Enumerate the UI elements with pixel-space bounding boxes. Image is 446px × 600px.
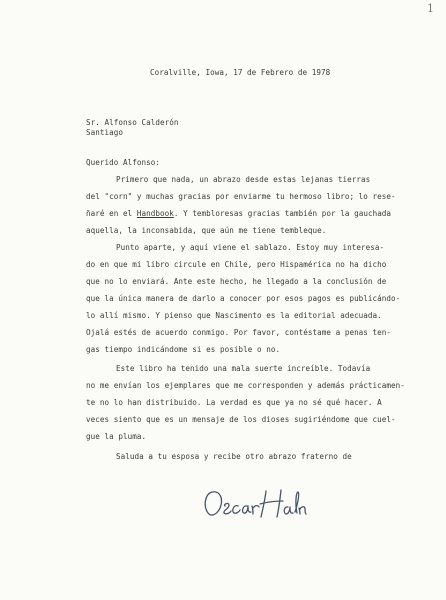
recipient-city: Santiago: [86, 128, 123, 137]
recipient-name: Sr. Alfonso Calderón: [86, 118, 179, 127]
handbook-title: Handbook: [136, 209, 174, 218]
body-line: Primero que nada, un abrazo desde estas lejanas tierras: [116, 175, 371, 184]
body-line: veces siento que es un mensaje de los dioses sugiriéndome que cuel-: [86, 415, 396, 424]
body-line: que no lo enviará. Ante este hecho, he llegado a la conclusión de: [86, 277, 387, 286]
body-line: Ojalá estés de acuerdo conmigo. Por favor, contéstame a penas ten-: [86, 328, 392, 337]
handwritten-signature: [202, 486, 307, 524]
closing-line: Saluda a tu esposa y recibe otro abrazo fraterno de: [116, 452, 352, 461]
body-line: aquella, la inconsabida, que aún me tiene tembleque.: [86, 226, 327, 235]
body-line: ñaré en el Handbook. Y tembloresas gracias también por la gauchada: [86, 209, 392, 218]
body-line: Punto aparte, y aquí viene el sablazo. Estoy muy interesa-: [116, 243, 385, 252]
place-date: Coralville, Iowa, 17 de Febrero de 1978: [150, 68, 331, 77]
salutation: Querido Alfonso:: [86, 158, 160, 167]
body-line: lo allí mismo. Y pienso que Nascimento es la editorial adecuada.: [86, 311, 382, 320]
body-line: Este libro ha tenido una mala suerte increíble. Todavía: [116, 364, 371, 373]
body-line: no me envían los ejemplares que me corresponden y además prácticamen-: [86, 381, 405, 390]
body-line: gue la pluma.: [86, 432, 147, 441]
body-line: del "corn" y muchas gracias por enviarme tu hermoso libro; lo rese-: [86, 192, 396, 201]
body-line: que la única manera de darlo a conocer por esos pagos es publicándo-: [86, 294, 401, 303]
page-number: 1: [427, 2, 434, 15]
body-line: gas tiempo indicándome si es posible o no.: [86, 345, 281, 354]
body-line: te no lo han distribuido. La verdad es que ya no sé qué hacer. A: [86, 398, 382, 407]
body-line: do en que mi libro circule en Chile, pero Hispamérica no ha dicho: [86, 260, 387, 269]
